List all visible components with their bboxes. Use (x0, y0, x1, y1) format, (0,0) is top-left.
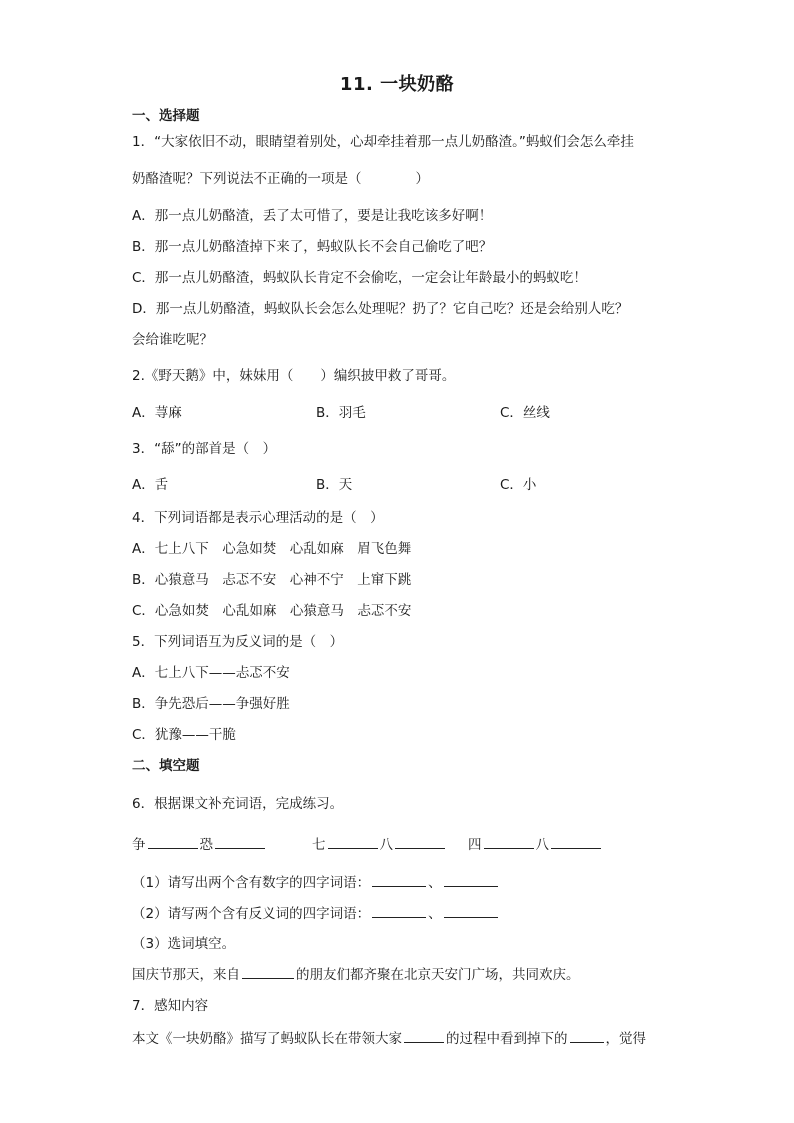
section-heading-choice: 一、选择题 (132, 108, 200, 124)
q6-sub2-blank-2[interactable] (444, 916, 498, 918)
q6-sub2-blank-1[interactable] (372, 916, 426, 918)
q3-option-a: A．舌 (132, 477, 169, 493)
q4-option-b: B．心猿意马 忐忑不安 心神不宁 上窜下跳 (132, 572, 412, 588)
section-heading-fill: 二、填空题 (132, 758, 200, 774)
q3-option-c: C．小 (500, 477, 537, 493)
q6-blank-4[interactable] (395, 847, 445, 849)
q7-blank-2[interactable] (570, 1041, 604, 1043)
q6-blank-5[interactable] (484, 847, 534, 849)
q6-word-3-char-1: 四 (468, 837, 482, 853)
q7-text-1: 本文《一块奶酪》描写了蚂蚁队长在带领大家 (132, 1031, 402, 1047)
q5-option-b: B．争先恐后——争强好胜 (132, 696, 290, 712)
q2-option-a: A．荨麻 (132, 405, 182, 421)
page-title: 11. 一块奶酪 (339, 74, 455, 95)
q5-option-a: A．七上八下——忐忑不安 (132, 665, 290, 681)
q2-option-c: C．丝线 (500, 405, 550, 421)
q6-sub2-label: （2）请写两个含有反义词的四字词语： (132, 906, 371, 922)
q5-stem: 5．下列词语互为反义词的是（ ） (132, 634, 344, 650)
q6-word-2-char-1: 七 (312, 837, 326, 853)
q5-option-c: C．犹豫——干脆 (132, 727, 236, 743)
q7-text-2: 的过程中看到掉下的 (446, 1031, 568, 1047)
q7-text-3: ，觉得 (605, 1031, 646, 1047)
q6-word-2 (312, 833, 447, 853)
q6-word-3 (468, 833, 603, 853)
q6-word-1 (132, 833, 267, 853)
q6-sub1-blank-2[interactable] (444, 885, 498, 887)
q6-stem: 6．根据课文补充词语，完成练习。 (132, 796, 344, 812)
q1-option-b: B．那一点儿奶酪渣掉下来了，蚂蚁队长不会自己偷吃了吧？ (132, 239, 493, 255)
q4-option-c: C．心急如焚 心乱如麻 心猿意马 忐忑不安 (132, 603, 412, 619)
q6-sentence-pre: 国庆节那天，来自 (132, 967, 240, 983)
q6-sentence (132, 963, 580, 983)
q1-option-a: A．那一点儿奶酪渣，丢了太可惜了，要是让我吃该多好啊！ (132, 208, 493, 224)
q7-stem: 7．感知内容 (132, 998, 209, 1014)
q2-stem: 2.《野天鹅》中，妹妹用（ ）编织披甲救了哥哥。 (132, 368, 456, 384)
q6-blank-1[interactable] (148, 847, 198, 849)
q7-blank-1[interactable] (404, 1041, 444, 1043)
q6-sub2-sep: 、 (428, 906, 442, 922)
q6-sub2 (132, 902, 500, 922)
q1-stem-line1: 1．“大家依旧不动，眼睛望着别处，心却牵挂着那一点儿奶酪渣。”蚂蚁们会怎么牵挂 (132, 134, 634, 150)
q6-word-1-char-2: 恐 (199, 837, 213, 853)
q6-sub1-sep: 、 (428, 875, 442, 891)
q6-sentence-blank[interactable] (242, 977, 294, 979)
q6-blank-6[interactable] (551, 847, 601, 849)
q6-sentence-post: 的朋友们都齐聚在北京天安门广场，共同欢庆。 (296, 967, 580, 983)
q6-word-1-char-1: 争 (132, 837, 146, 853)
q6-sub3: （3）选词填空。 (132, 936, 236, 952)
q2-option-b: B．羽毛 (316, 405, 366, 421)
q3-stem: 3．“舔”的部首是（ ） (132, 441, 277, 457)
q6-blank-3[interactable] (328, 847, 378, 849)
q1-stem-line2: 奶酪渣呢？下列说法不正确的一项是（ ） (132, 171, 429, 187)
q6-sub1-label: （1）请写出两个含有数字的四字词语： (132, 875, 371, 891)
q4-option-a: A．七上八下 心急如焚 心乱如麻 眉飞色舞 (132, 541, 412, 557)
q1-option-c: C．那一点儿奶酪渣，蚂蚁队长肯定不会偷吃，一定会让年龄最小的蚂蚁吃！ (132, 270, 587, 286)
q1-option-d-line1: D．那一点儿奶酪渣，蚂蚁队长会怎么处理呢？扔了？它自己吃？还是会给别人吃？ (132, 301, 629, 317)
q3-option-b: B．天 (316, 477, 353, 493)
q6-word-2-char-2: 八 (379, 837, 393, 853)
q6-sub1 (132, 871, 500, 891)
q7-paragraph (132, 1027, 646, 1047)
q1-option-d-line2: 会给谁吃呢？ (132, 332, 213, 348)
q6-sub1-blank-1[interactable] (372, 885, 426, 887)
q6-blank-2[interactable] (215, 847, 265, 849)
q6-word-3-char-2: 八 (535, 837, 549, 853)
q4-stem: 4．下列词语都是表示心理活动的是（ ） (132, 510, 384, 526)
